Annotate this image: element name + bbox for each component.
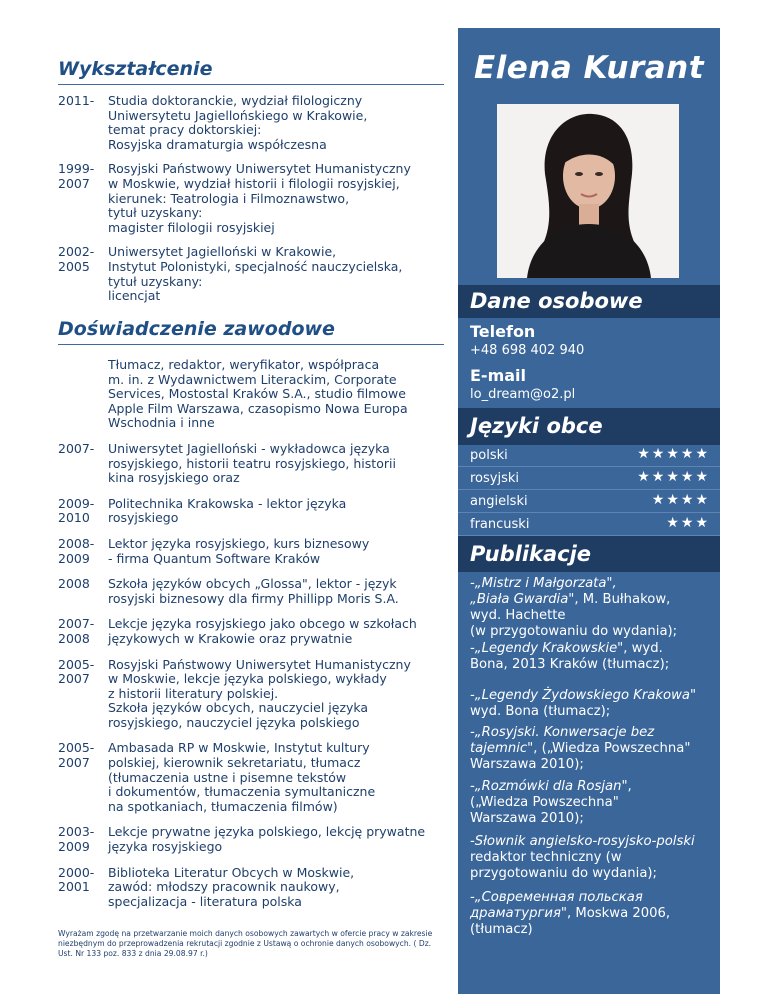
publication-details: , M. Bułhakow, wyd. Hachette (w przygotowaniu do wydania); (470, 592, 678, 639)
experience-entry-description: Tłumacz, redaktor, weryfikator, współpraca m. in. z Wydawnictwem Literackim, Corporate Services, Mostostal Kraków S.A., studio filmowe Apple Film Warszawa, czasopismo Nowa Europa Wschodnia i inne (108, 357, 408, 431)
language-level-stars-icon: ★★★★★ (637, 446, 710, 462)
publication-item (470, 890, 714, 938)
experience-entry-description: Politechnika Krakowska - lektor języka rosyjskiego (108, 495, 347, 526)
experience-entry-years: 2003- 2009 (58, 824, 95, 855)
education-entry-years: 2011- (58, 93, 95, 108)
personal-data-heading: Dane osobowe (458, 285, 720, 318)
experience-entry-description: Rosyjski Państwowy Uniwersytet Humanistyczny w Moskwie, lekcje języka polskiego, wykłady z historii literatury polskiej. Szkoła języków obcych, nauczyciel języka rosyjskiego, nauczyciel języka polskiego (108, 656, 411, 730)
education-entry-years: 2002- 2005 (58, 244, 95, 274)
experience-entry (58, 866, 450, 910)
experience-entry-years: 2005- 2007 (58, 656, 95, 687)
experience-entry-years: 2008 (58, 576, 90, 592)
publication-item (470, 834, 714, 882)
language-row (458, 491, 720, 513)
language-level-stars-icon: ★★★★★ (637, 469, 710, 485)
language-name: polski (470, 448, 508, 463)
publication-title: -„Современная польская драматургия" (470, 890, 643, 921)
publication-title: -„Legendy Krakowskie" (470, 641, 624, 656)
language-name: angielski (470, 494, 528, 509)
experience-entry-years: 2009- 2010 (58, 495, 95, 526)
education-heading: Wykształcenie (58, 58, 213, 80)
experience-entry-description: Szkoła języków obcych „Glossa", lektor - język rosyjski biznesowy dla firmy Phillipp Moris S.A. (108, 576, 399, 606)
experience-entry (58, 358, 450, 431)
education-entry-description: Rosyjski Państwowy Uniwersytet Humanistyczny w Moskwie, wydział historii i filologii rosyjskiej, kierunek: Teatrologia i Filmoznawstwo, tytuł uzyskany: magister filologii rosyjskiej (108, 161, 411, 235)
portrait-image (497, 104, 679, 278)
experience-entry-years: 2008- 2009 (58, 535, 95, 566)
experience-entry-years: 2007- 2008 (58, 616, 95, 646)
publication-details: redaktor techniczny (w przygotowaniu do wydania); (470, 850, 658, 881)
education-list (58, 94, 444, 314)
publications-heading: Publikacje (458, 536, 720, 572)
experience-entry-years: 2007- (58, 440, 95, 456)
publication-title: -„Rozmówki dla Rosjan" (470, 779, 628, 794)
publication-title: -„Mistrz i Małgorzata", „Biała Gwardia" (470, 576, 617, 607)
candidate-name: Elena Kurant (473, 50, 705, 86)
sidebar (458, 28, 720, 994)
education-divider (58, 84, 444, 85)
publication-details: , („Wiedza Powszechna" Warszawa 2010); (470, 741, 691, 772)
experience-entry-years (58, 358, 108, 431)
publication-item (470, 688, 714, 720)
education-entry-years: 1999- 2007 (58, 161, 95, 191)
experience-entry (58, 825, 450, 854)
consent-footnote: Wyrażam zgodę na przetwarzanie moich danych osobowych zawartych w ofercie pracy w zakresie niezbędnym do przeprowadzenia rekrutacji zgodnie z Ustawą o ochronie danych osobowych. ( Dz. Ust. Nr 133 poz. 833 z dnia 29.08.97 r.) (58, 929, 433, 958)
phone-value: +48 698 402 940 (470, 343, 585, 358)
language-level-stars-icon: ★★★★ (651, 492, 710, 508)
experience-entry (58, 442, 450, 486)
publication-item (470, 779, 714, 827)
education-entry-description: Studia doktoranckie, wydział filologiczny Uniwersytetu Jagiellońskiego w Krakowie, temat pracy doktorskiej: Rosyjska dramaturgia współczesna (108, 93, 368, 152)
email-value[interactable]: lo_dream@o2.pl (470, 387, 576, 402)
experience-entry-years: 2005- 2007 (58, 740, 95, 771)
publication-title: -„Legendy Żydowskiego Krakowa" (470, 688, 697, 703)
language-row (458, 468, 720, 490)
experience-entry-years: 2000- 2001 (58, 864, 95, 895)
experience-entry-description: Lekcje prywatne języka polskiego, lekcję prywatne języka rosyjskiego (108, 824, 426, 855)
education-entry-description: Uniwersytet Jagielloński w Krakowie, Instytut Polonistyki, specjalność nauczycielska, tytuł uzyskany: licencjat (108, 244, 403, 304)
experience-entry-description: Lekcje języka rosyjskiego jako obcego w szkołach językowych w Krakowie oraz prywatnie (108, 616, 417, 646)
experience-entry-description: Ambasada RP w Moskwie, Instytut kultury polskiej, kierownik sekretariatu, tłumacz (tłumaczenia ustne i pisemne tekstów i dokumentów, tłumaczenia symultaniczne na spotkaniach, tłumaczenia filmów) (108, 740, 376, 814)
language-name: francuski (470, 517, 530, 532)
language-row (458, 445, 720, 467)
publication-details: , Moskwa 2006, (tłumacz) (470, 906, 671, 937)
publication-details: , wyd. Bona, 2013 Kraków (tłumacz); (470, 641, 670, 672)
experience-entry-description: Uniwersytet Jagielloński - wykładowca języka rosyjskiego, historii teatru rosyjskiego, historii kina rosyjskiego oraz (108, 440, 396, 486)
experience-entry (58, 617, 450, 646)
education-entry (58, 162, 444, 235)
experience-entry (58, 497, 450, 526)
publication-item (470, 725, 714, 773)
publication-item (470, 641, 714, 673)
experience-heading: Doświadczenie zawodowe (58, 318, 335, 340)
experience-entry (58, 741, 450, 814)
experience-list (58, 358, 450, 920)
experience-entry-description: Lektor języka rosyjskiego, kurs biznesowy - firma Quantum Software Kraków (108, 535, 370, 566)
phone-label: Telefon (470, 322, 536, 341)
languages-heading: Języki obce (458, 408, 720, 445)
experience-entry (58, 577, 450, 606)
language-name: rosyjski (470, 471, 520, 486)
email-label: E-mail (470, 366, 527, 385)
experience-entry-description: Biblioteka Literatur Obcych w Moskwie, zawód: młodszy pracownik naukowy, specjalizacja - literatura polska (108, 864, 355, 909)
publication-title: -Słownik angielsko-rosyjsko-polski (470, 834, 695, 849)
publication-details: , („Wiedza Powszechna" Warszawa 2010); (470, 779, 632, 826)
publication-details: wyd. Bona (tłumacz); (470, 704, 611, 719)
experience-entry (58, 537, 450, 566)
profile-photo (497, 104, 679, 278)
experience-entry (58, 658, 450, 731)
publication-title: -„Rosyjski. Konwersacje bez tajemnic" (470, 725, 655, 756)
experience-divider (58, 344, 444, 345)
education-entry (58, 245, 444, 303)
publication-item (470, 576, 714, 640)
language-row (458, 514, 720, 536)
education-entry (58, 94, 444, 152)
language-level-stars-icon: ★★★ (666, 515, 710, 531)
